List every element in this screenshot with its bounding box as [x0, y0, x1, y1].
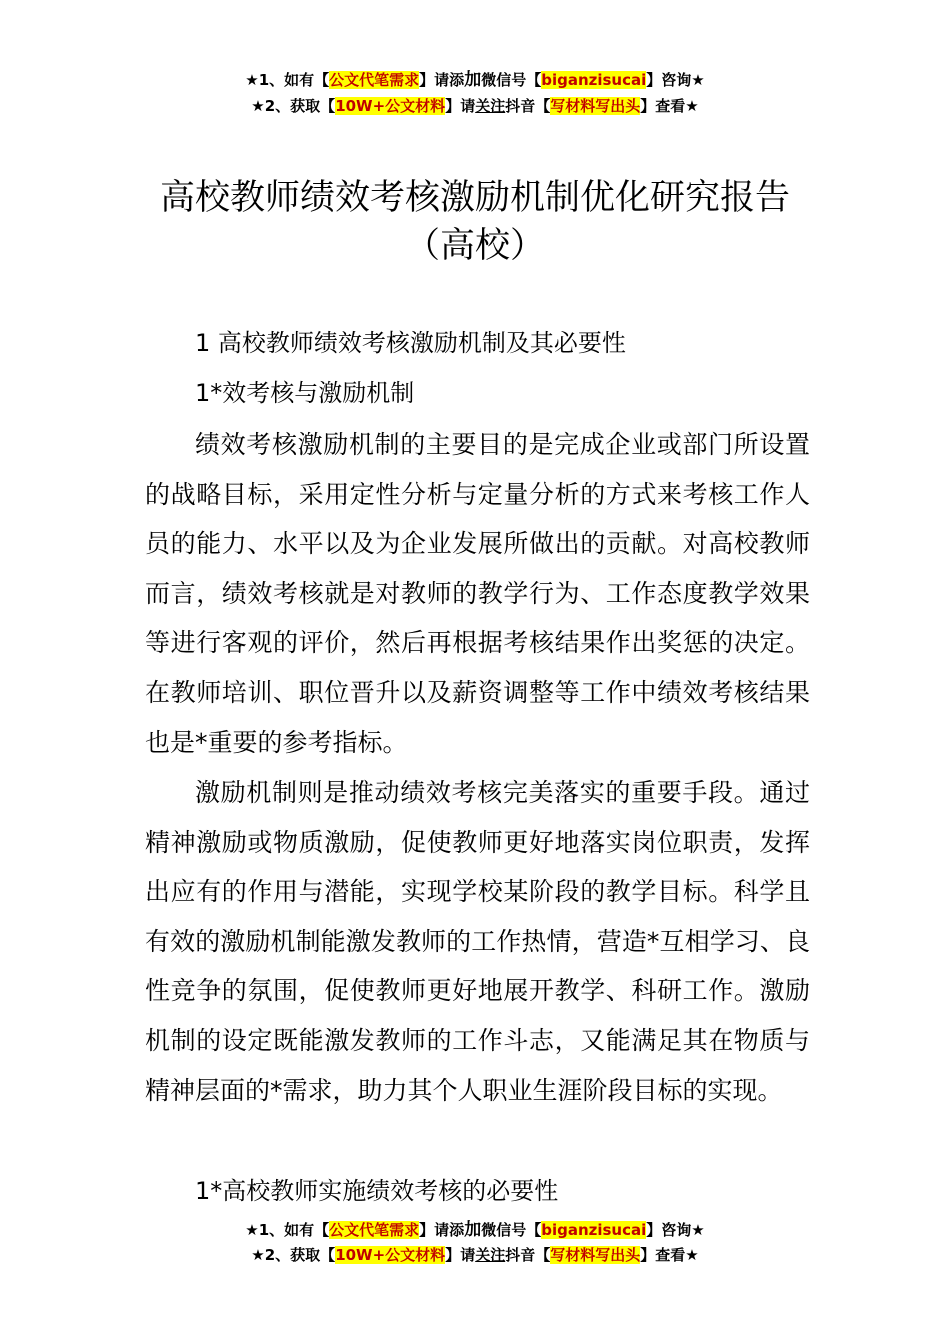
paragraph-2: 激励机制则是推动绩效考核完美落实的重要手段。通过精神激励或物质激励，促使教师更好地落实岗位职责，发挥出应有的作用与潜能，实现学校某阶段的教学目标。科学且有效的激励机制能激发教师的工作热情，营造*互相学习、良性竞争的氛围，促使教师更好地展开教学、科研工作。激励机制的设定既能激发教师的工作斗志，又能满足其在物质与精神层面的*需求，助力其个人职业生涯阶段目标的实现。: [145, 778, 810, 1105]
section-heading-1-1: 1*效考核与激励机制: [195, 379, 415, 407]
section-heading-1: 1 高校教师绩效考核激励机制及其必要性: [195, 329, 626, 357]
document-title: 高校教师绩效考核激励机制优化研究报告: [159, 178, 790, 218]
highlight-materials: 10W+公文材料: [335, 97, 446, 115]
promo-banner-top-line2: ★2、获取【10W+公文材料】请关注抖音【写材料写出头】查看★: [251, 97, 699, 115]
paragraph-1: 绩效考核激励机制的主要目的是完成企业或部门所设置的战略目标，采用定性分析与定量分析的方式来考核工作人员的能力、水平以及为企业发展所做出的贡献。对高校教师而言，绩效考核就是对教师的教学行为、工作态度教学效果等进行客观的评价，然后再根据考核结果作出奖惩的决定。在教师培训、职位晋升以及薪资调整等工作中绩效考核结果也是*重要的参考指标。: [145, 430, 810, 757]
highlight-douyin-id: 写材料写出头: [550, 97, 641, 115]
highlight-wechat-id: biganzisucai: [541, 71, 647, 89]
section-heading-1-2: 1*高校教师实施绩效考核的必要性: [195, 1177, 559, 1205]
highlight-service: 公文代笔需求: [329, 71, 420, 89]
document-subtitle: （高校）: [404, 226, 545, 266]
promo-banner-bottom-line2: ★2、获取【10W+公文材料】请关注抖音【写材料写出头】查看★: [251, 1246, 699, 1264]
promo-banner-top-line1: ★1、如有【公文代笔需求】请添加微信号【biganzisucai】咨询★: [245, 70, 705, 90]
promo-banner-bottom-line1: ★1、如有【公文代笔需求】请添加微信号【biganzisucai】咨询★: [245, 1220, 705, 1240]
